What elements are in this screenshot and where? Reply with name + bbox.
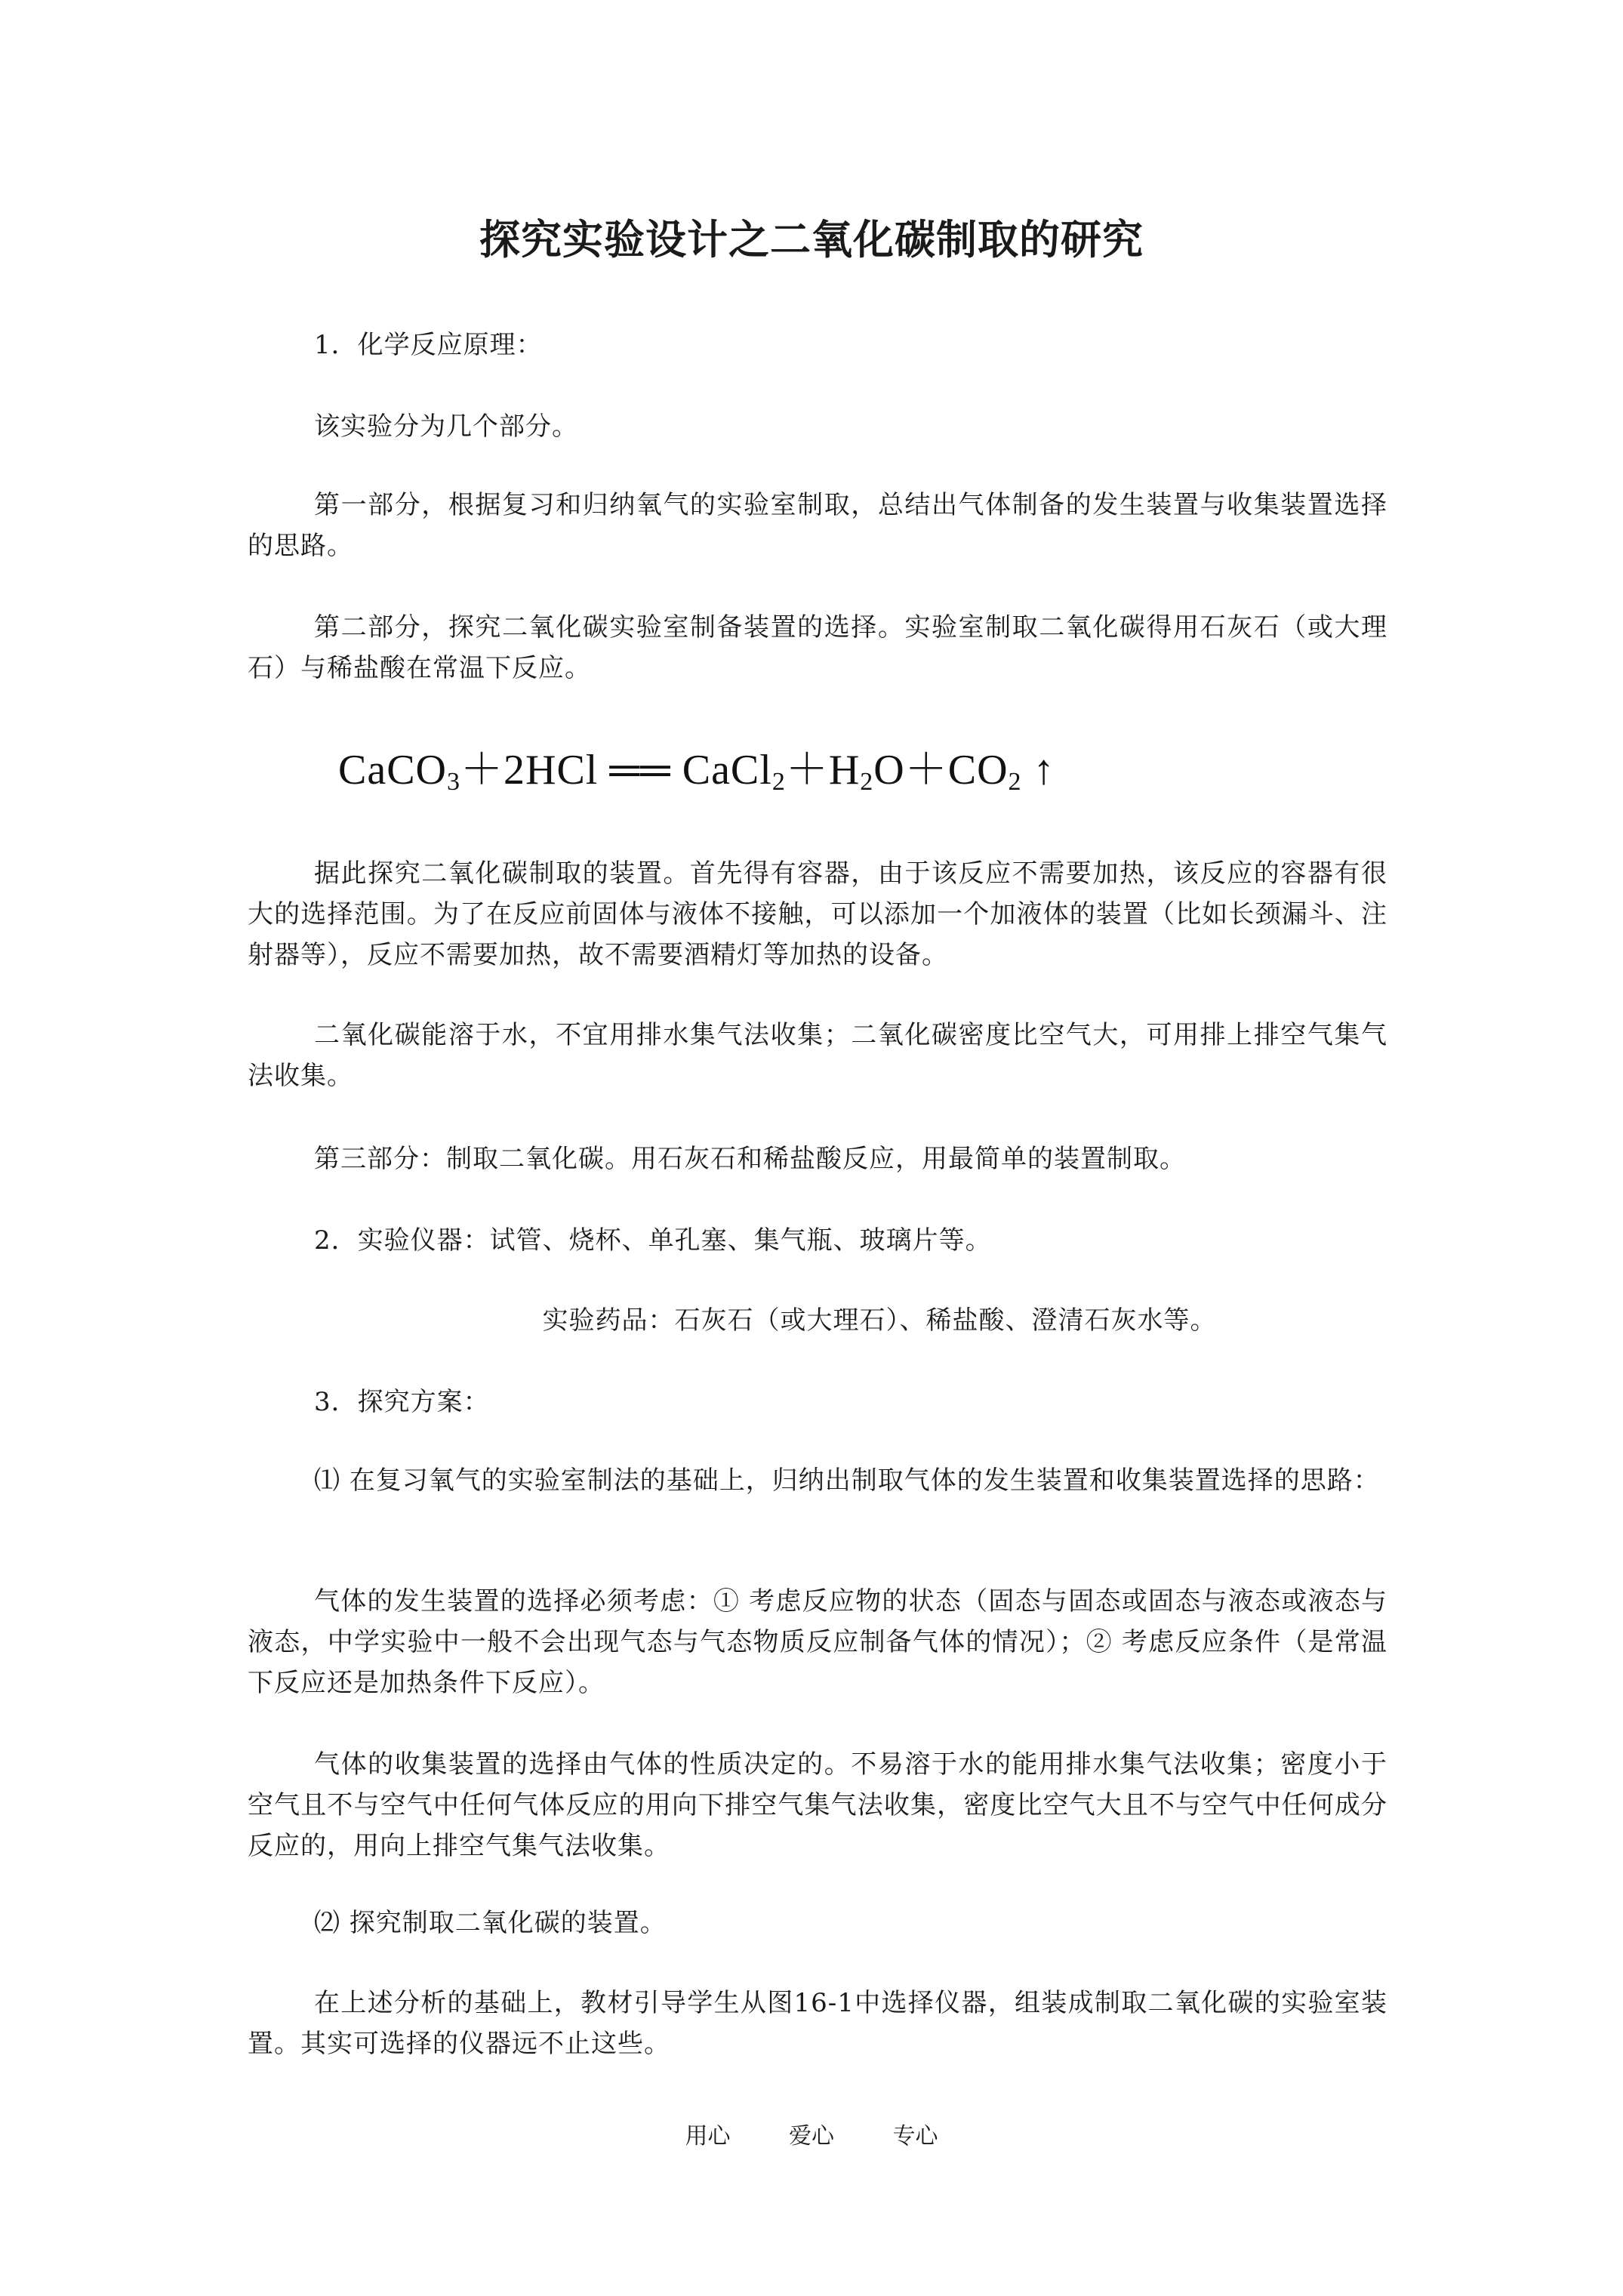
equation-sub-2a: 2 <box>771 768 786 796</box>
chemical-equation <box>338 740 1055 812</box>
section-heading-principle: 1．化学反应原理： <box>314 330 543 360</box>
equation-sub-2c: 2 <box>1008 768 1022 796</box>
paragraph-reagents: 实验药品：石灰石（或大理石）、稀盐酸、澄清石灰水等。 <box>542 1305 1217 1336</box>
equation-cacl: CaCl <box>682 747 772 794</box>
equation-sub-3: 3 <box>447 768 460 796</box>
page-footer <box>0 2122 1623 2152</box>
paragraph-apparatus-reasoning: 据此探究二氧化碳制取的装置。首先得有容器，由于该反应不需要加热，该反应的容器有很大的选择范围。为了在反应前固体与液体不接触，可以添加一个加液体的装置（比如长颈漏斗、注射器等），反应不需要加热，故不需要酒精灯等加热的设备。 <box>248 858 1387 970</box>
section-heading-plan: 3．探究方案： <box>314 1387 490 1417</box>
paragraph-generation-apparatus: 气体的发生装置的选择必须考虑：① 考虑反应物的状态（固态与固态或固态与液态或液态与液态，中学实验中一般不会出现气态与气态物质反应制备气体的情况）；② 考虑反应条件（是常温下反应还是加热条件下反应）。 <box>248 1586 1387 1698</box>
document-title: 探究实验设计之二氧化碳制取的研究 <box>479 215 1144 264</box>
paragraph-overview: 该实验分为几个部分。 <box>314 411 578 442</box>
paragraph-collection-apparatus: 气体的收集装置的选择由气体的性质决定的。不易溶于水的能用排水集气法收集；密度小于空气且不与空气中任何气体反应的用向下排空气集气法收集，密度比空气大且不与空气中任何成分反应的，用向上排空气集气法收集。 <box>248 1749 1387 1861</box>
footer-word-2: 爱心 <box>789 2123 834 2150</box>
equation-sub-2b: 2 <box>860 768 874 796</box>
paragraph-part-two: 第二部分，探究二氧化碳实验室制备装置的选择。实验室制取二氧化碳得用石灰石（或大理石）与稀盐酸在常温下反应。 <box>248 612 1387 683</box>
gas-arrow-icon: ↑ <box>1021 747 1055 794</box>
paragraph-collection-method: 二氧化碳能溶于水，不宜用排水集气法收集；二氧化碳密度比空气大，可用排上排空气集气法收集。 <box>248 1020 1387 1091</box>
paragraph-part-three: 第三部分：制取二氧化碳。用石灰石和稀盐酸反应，用最简单的装置制取。 <box>314 1144 1186 1174</box>
equation-plus-2hcl: ＋2HCl <box>460 747 599 794</box>
equation-equals-sign: ══ <box>598 747 682 794</box>
equation-o-plus-co: O＋CO <box>873 747 1009 794</box>
paragraph-textbook-figure: 在上述分析的基础上，教材引导学生从图16-1中选择仪器，组装成制取二氧化碳的实验室装置。其实可选择的仪器远不止这些。 <box>248 1988 1387 2059</box>
paragraph-instruments: 2．实验仪器：试管、烧杯、单孔塞、集气瓶、玻璃片等。 <box>314 1225 992 1256</box>
paragraph-plan-step-one: ⑴ 在复习氧气的实验室制法的基础上，归纳出制取气体的发生装置和收集装置选择的思路： <box>314 1465 1380 1496</box>
paragraph-part-one: 第一部分，根据复习和归纳氧气的实验室制取，总结出气体制备的发生装置与收集装置选择的思路。 <box>248 490 1387 561</box>
equation-plus-h: ＋H <box>785 747 861 794</box>
paragraph-plan-step-two: ⑵ 探究制取二氧化碳的装置。 <box>314 1908 667 1938</box>
footer-word-3: 专心 <box>892 2123 938 2150</box>
footer-word-1: 用心 <box>685 2123 731 2150</box>
equation-caco: CaCO <box>338 747 447 794</box>
